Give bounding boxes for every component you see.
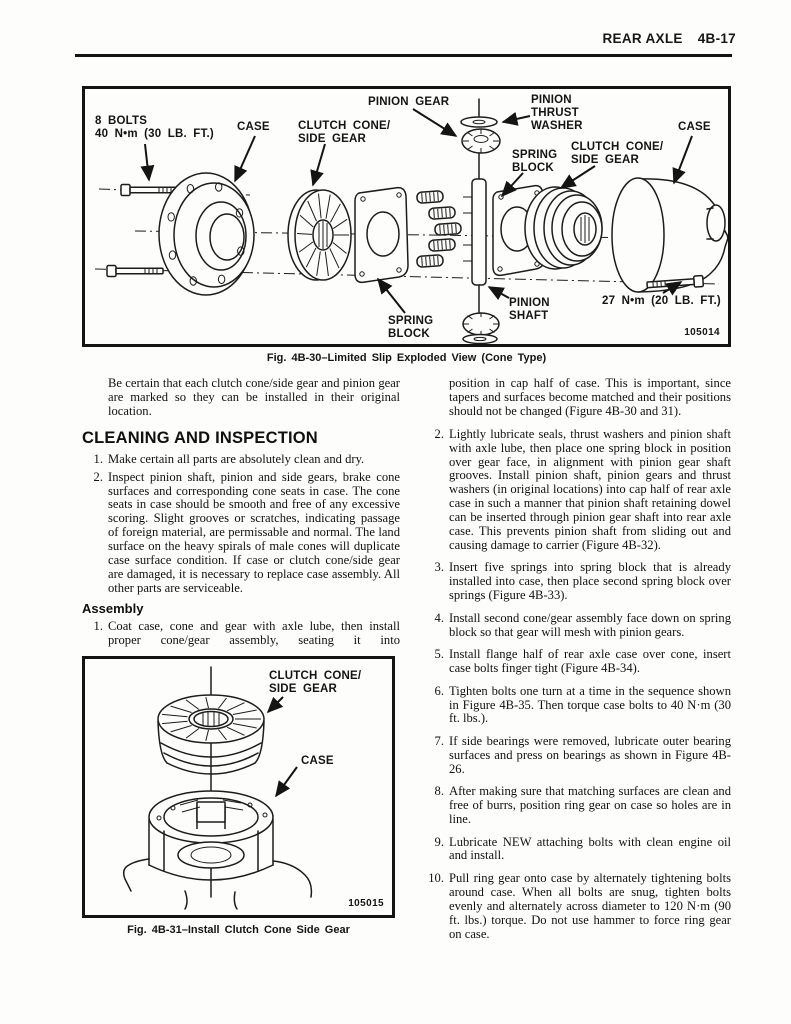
label-27-nm-torque: 27 N•m (20 LB. FT.): [602, 295, 721, 307]
cleaning-item-1: [82, 453, 400, 467]
figure-4b31-code: 105015: [348, 897, 384, 909]
label-pinion-thrust-washer: PINION THRUST WASHER: [531, 94, 583, 132]
figure-4b31: [82, 656, 395, 918]
item-text: Lubricate NEW attaching bolts with clean engine oil and install.: [449, 834, 731, 863]
figure-4b31-caption: Fig. 4B-31–Install Clutch Cone Side Gear: [127, 923, 350, 936]
header-rule: [75, 54, 732, 57]
assembly-item-7: [423, 735, 731, 777]
label-clutch-cone-right: CLUTCH CONE/ SIDE GEAR: [571, 141, 664, 166]
right-column: [423, 377, 731, 950]
item-number: 1.: [93, 451, 103, 466]
assembly-item-6: [423, 685, 731, 727]
item-text: Make certain all parts are absolutely clean and dry.: [108, 451, 365, 466]
label-pinion-gear: PINION GEAR: [368, 96, 450, 108]
item-number: 10.: [428, 870, 444, 885]
item-number: 2.: [434, 426, 444, 441]
item-number: 6.: [434, 683, 444, 698]
figure-4b30-code: 105014: [684, 327, 720, 338]
item-number: 9.: [434, 834, 444, 849]
item-text: Insert five springs into spring block that is already installed into case, then place second spring block over springs (Figure 4B-33).: [449, 560, 731, 603]
figure-4b30-caption: Fig. 4B-30–Limited Slip Exploded View (Cone Type): [266, 352, 547, 364]
item-number: 3.: [434, 560, 444, 575]
label-8-bolts-torque: 8 BOLTS 40 N•m (30 LB. FT.): [95, 115, 214, 140]
page-header: [603, 31, 737, 46]
item-number: 7.: [434, 733, 444, 748]
assembly-item-4: [423, 612, 731, 640]
assembly-item-1: [82, 620, 400, 648]
item-number: 4.: [434, 610, 444, 625]
label-clutch-cone: CLUTCH CONE/ SIDE GEAR: [269, 669, 362, 695]
assembly-item-10: [423, 872, 731, 942]
assembly-item-8: [423, 785, 731, 827]
continuation-paragraph: position in cap half of case. This is important, since tapers and surfaces become matched and their positions should not be changed (Figure 4B-30 and 31).: [449, 376, 731, 418]
label-spring-block-upper: SPRING BLOCK: [512, 149, 558, 174]
item-text: Coat case, cone and gear with axle lube, then install proper cone/gear assembly, seating it into: [108, 618, 400, 647]
header-page-number: 4B-17: [697, 31, 736, 46]
item-text: Inspect pinion shaft, pinion and side gears, brake cone surfaces and corresponding cone seats in case. The cone seats in case should be smooth and free of any excessive scoring. Slight grooves or scratches, indicating passage of foreign material, are permissable and normal. The land surface on the heavy spirals of male cones will duplicate case surface condition. If case or clutch cone/side gear are damaged, it is necessary to replace case assembly. All other parts are serviceable.: [108, 469, 400, 595]
item-text: Install flange half of rear axle case over cone, insert case bolts finger tight (Figure 4B-34).: [449, 647, 731, 676]
item-number: 2.: [93, 469, 103, 484]
assembly-item-5: [423, 648, 731, 676]
assembly-item-3: [423, 561, 731, 603]
cleaning-heading: CLEANING AND INSPECTION: [82, 428, 318, 447]
item-text: If side bearings were removed, lubricate outer bearing surfaces and press on bearings as shown in Figure 4B-26.: [449, 733, 731, 776]
label-case-left: CASE: [237, 121, 270, 133]
label-spring-block-lower: SPRING BLOCK: [388, 315, 434, 340]
item-text: Lightly lubricate seals, thrust washers and pinion shaft with axle lube, then place one spring block in position over gear face, in alignment with pinion gear shaft grooves. Install pinion shaft, pinion gears and thrust washers (in original locations) into cap half of rear axle case in such a manner that pinion shaft retaining dowel can be inserted through pinion gear shaft into rear axle case. This prevents pinion shaft from sliding out and causing damage to carrier (Figure 4B-32).: [449, 426, 731, 552]
install-cone-drawing: [85, 659, 392, 915]
intro-paragraph: Be certain that each clutch cone/side gear and pinion gear are marked so they can be installed in their original location.: [108, 376, 400, 418]
cleaning-item-2: [82, 471, 400, 596]
assembly-item-9: [423, 836, 731, 864]
item-number: 1.: [93, 618, 103, 633]
header-section-title: REAR AXLE: [602, 31, 683, 46]
item-text: Pull ring gear onto case by alternately tightening bolts around case. When all bolts are snug, tighten bolts evenly and alternately across diameter to 120 N·m (90 ft. lbs.) torque. Do not use hammer to force ring gear on case.: [449, 870, 731, 941]
item-number: 5.: [434, 647, 444, 662]
label-case-right: CASE: [678, 121, 711, 133]
label-case: CASE: [301, 754, 334, 767]
label-pinion-shaft: PINION SHAFT: [509, 297, 550, 322]
figure-4b30: [82, 86, 731, 347]
item-text: After making sure that matching surfaces are clean and free of burrs, position ring gear on case so holes are in line.: [449, 784, 731, 827]
label-clutch-cone-left: CLUTCH CONE/ SIDE GEAR: [298, 120, 391, 145]
item-text: Install second cone/gear assembly face down on spring block so that gear will mesh with pinion gears.: [449, 610, 731, 639]
assembly-heading: Assembly: [82, 600, 144, 616]
assembly-item-2: [423, 428, 731, 553]
item-text: Tighten bolts one turn at a time in the sequence shown in Figure 4B-35. Then torque case bolts to 40 N·m (30 ft. lbs.).: [449, 683, 731, 726]
item-number: 8.: [434, 784, 444, 799]
left-column: [82, 377, 400, 936]
